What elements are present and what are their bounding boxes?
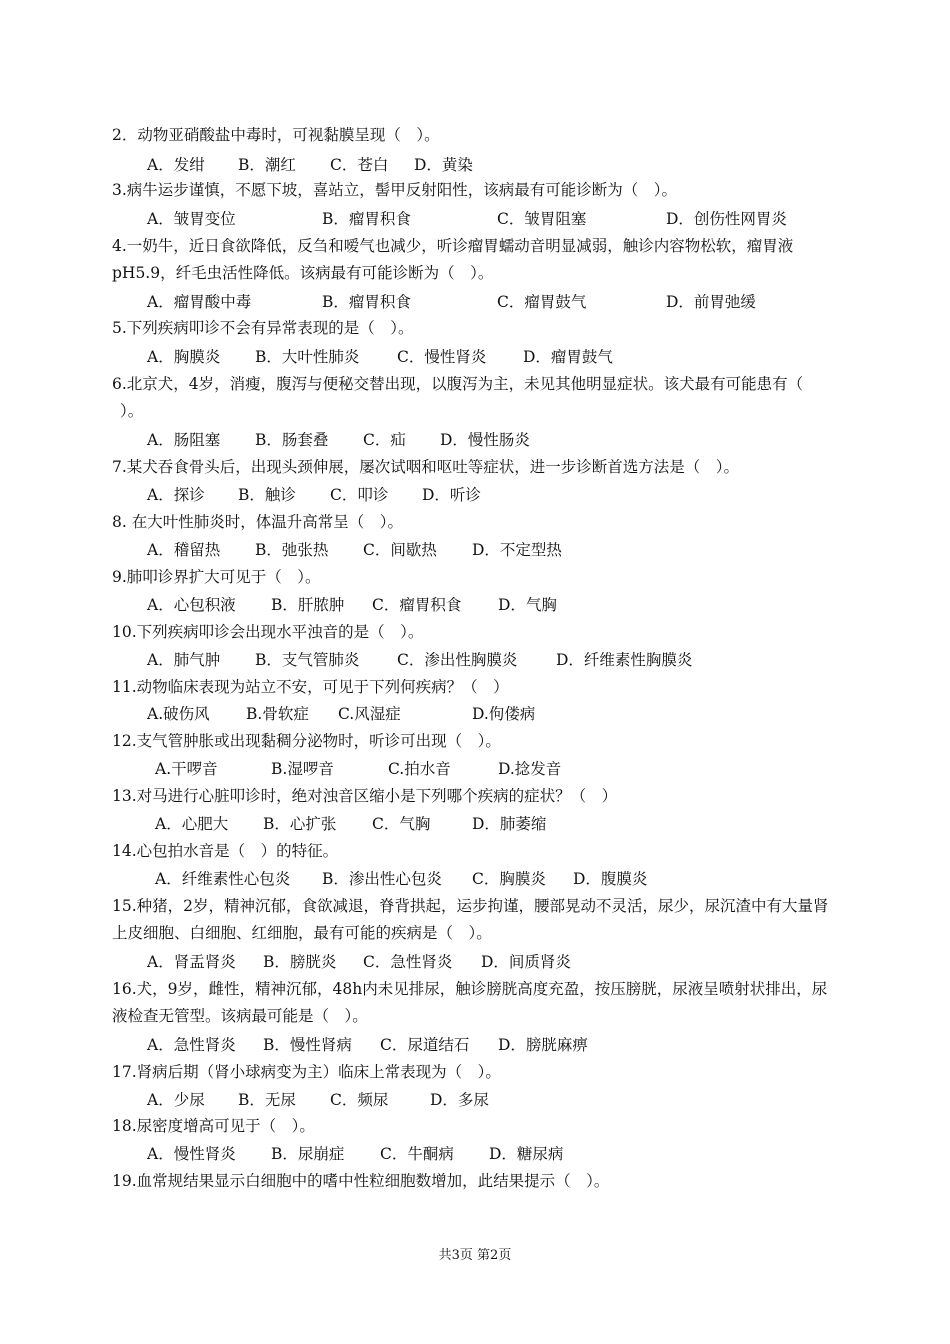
question-text: 12.支气管肿胀或出现黏稠分泌物时，听诊可出现（ ）。 xyxy=(112,732,501,750)
answer-option: C．叩诊 xyxy=(330,486,389,504)
question-text: 4.一奶牛，近日食欲降低，反刍和嗳气也减少，听诊瘤胃蠕动音明显减弱，触诊内容物松软，瘤胃液 xyxy=(112,237,794,255)
answer-option: A．心肥大 xyxy=(155,815,229,833)
answer-option: C．疝 xyxy=(363,431,406,449)
answer-option: D．瘤胃鼓气 xyxy=(523,348,613,366)
question-text: 6.北京犬，4岁，消瘦，腹泻与便秘交替出现，以腹泻为主，未见其他明显症状。该犬最有可能患有（ xyxy=(112,375,804,393)
answer-option: A．急性肾炎 xyxy=(147,1036,236,1054)
question-text: 19.血常规结果显示白细胞中的嗜中性粒细胞数增加，此结果提示（ ）。 xyxy=(112,1172,610,1190)
answer-option: C．尿道结石 xyxy=(380,1036,470,1054)
answer-option: C．急性肾炎 xyxy=(363,953,453,971)
question-text: 5.下列疾病叩诊不会有异常表现的是（ ）。 xyxy=(112,319,414,337)
answer-option: A.破伤风 xyxy=(147,705,210,723)
answer-option: B．慢性肾病 xyxy=(263,1036,352,1054)
answer-option: A．稽留热 xyxy=(147,541,221,559)
answer-option: C．皱胃阻塞 xyxy=(497,210,587,228)
question-text: 14.心包拍水音是（ ）的特征。 xyxy=(112,842,339,860)
answer-option: C．牛酮病 xyxy=(380,1145,454,1163)
question-text: pH5.9，纤毛虫活性降低。该病最有可能诊断为（ ）。 xyxy=(112,264,494,282)
question-text: 10.下列疾病叩诊会出现水平浊音的是（ ）。 xyxy=(112,623,424,641)
question-text: 7.某犬吞食骨头后，出现头颈伸展，屡次试咽和呕吐等症状，进一步诊断首选方法是（ ）。 xyxy=(112,458,740,476)
answer-option: A．肺气肿 xyxy=(147,651,221,669)
answer-option: D．不定型热 xyxy=(472,541,562,559)
answer-option: D．慢性肠炎 xyxy=(440,431,530,449)
answer-option: A．肾盂肾炎 xyxy=(147,953,236,971)
answer-option: B．肠套叠 xyxy=(255,431,329,449)
answer-option: D．腹膜炎 xyxy=(573,870,648,888)
question-text: 11.动物临床表现为站立不安，可见于下列何疾病？（ ） xyxy=(112,678,509,696)
question-text: 18.尿密度增高可见于（ ）。 xyxy=(112,1117,315,1135)
answer-option: D．气胸 xyxy=(498,596,557,614)
answer-option: D．糖尿病 xyxy=(489,1145,564,1163)
answer-option: A．慢性肾炎 xyxy=(147,1145,236,1163)
answer-option: A．胸膜炎 xyxy=(147,348,221,366)
answer-option: C.拍水音 xyxy=(388,760,451,778)
question-text: 15.种猪，2岁，精神沉郁，食欲减退，脊背拱起，运步拘谨，腰部晃动不灵活，尿少，尿沉渣中有大量肾 xyxy=(112,897,829,915)
answer-option: C．瘤胃鼓气 xyxy=(497,293,587,311)
answer-option: B．弛张热 xyxy=(255,541,329,559)
answer-option: D．肺萎缩 xyxy=(472,815,547,833)
answer-option: D．听诊 xyxy=(422,486,481,504)
answer-option: D.捻发音 xyxy=(498,760,562,778)
question-text: 液检查无管型。该病最可能是（ ）。 xyxy=(112,1007,368,1025)
question-text: 9.肺叩诊界扩大可见于（ ）。 xyxy=(112,568,321,586)
answer-option: D．多尿 xyxy=(430,1091,489,1109)
answer-option: B．尿崩症 xyxy=(271,1145,345,1163)
answer-option: C．苍白 xyxy=(330,156,389,174)
answer-option: A．少尿 xyxy=(147,1091,205,1109)
question-text: 上皮细胞、白细胞、红细胞，最有可能的疾病是（ ）。 xyxy=(112,924,492,942)
answer-option: C．慢性肾炎 xyxy=(397,348,487,366)
question-text: 16.犬，9岁，雌性，精神沉郁，48h内未见排尿，触诊膀胱高度充盈，按压膀胱，尿液呈喷射状排出，尿 xyxy=(112,980,828,998)
answer-option: B．潮红 xyxy=(238,156,296,174)
page-footer: 共3页 第2页 xyxy=(438,1248,512,1263)
answer-option: B.湿啰音 xyxy=(271,760,334,778)
answer-option: B．大叶性肺炎 xyxy=(255,348,360,366)
answer-option: D．黄染 xyxy=(414,156,473,174)
answer-option: C．渗出性胸膜炎 xyxy=(397,651,518,669)
answer-option: A．肠阻塞 xyxy=(147,431,221,449)
answer-option: C．频尿 xyxy=(330,1091,389,1109)
answer-option: B．触诊 xyxy=(238,486,296,504)
answer-option: B．瘤胃积食 xyxy=(322,210,411,228)
question-text: 13.对马进行心脏叩诊时，绝对浊音区缩小是下列哪个疾病的症状？（ ） xyxy=(112,787,618,805)
question-text: ）。 xyxy=(120,402,144,420)
question-text: 2．动物亚硝酸盐中毒时，可视黏膜呈现（ ）。 xyxy=(112,126,440,144)
answer-option: A．瘤胃酸中毒 xyxy=(147,293,252,311)
answer-option: B．膀胱炎 xyxy=(263,953,337,971)
answer-option: C．瘤胃积食 xyxy=(372,596,462,614)
answer-option: D．膀胱麻痹 xyxy=(498,1036,588,1054)
answer-option: B．支气管肺炎 xyxy=(255,651,360,669)
answer-option: D.佝偻病 xyxy=(472,705,536,723)
answer-option: C．胸膜炎 xyxy=(472,870,546,888)
answer-option: D．间质肾炎 xyxy=(481,953,571,971)
answer-option: D．纤维素性胸膜炎 xyxy=(556,651,693,669)
question-text: 8. 在大叶性肺炎时，体温升高常呈（ ）。 xyxy=(112,513,403,531)
question-text: 17.肾病后期（肾小球病变为主）临床上常表现为（ ）。 xyxy=(112,1063,501,1081)
answer-option: B．渗出性心包炎 xyxy=(322,870,442,888)
answer-option: A.干啰音 xyxy=(155,760,218,778)
answer-option: A．皱胃变位 xyxy=(147,210,236,228)
answer-option: A．发绀 xyxy=(147,156,205,174)
answer-option: D．前胃弛缓 xyxy=(666,293,756,311)
answer-option: A．心包积液 xyxy=(147,596,236,614)
answer-option: B．无尿 xyxy=(238,1091,296,1109)
answer-option: B.骨软症 xyxy=(246,705,309,723)
answer-option: B．肝脓肿 xyxy=(271,596,345,614)
answer-option: C．气胸 xyxy=(372,815,431,833)
answer-option: A．探诊 xyxy=(147,486,205,504)
answer-option: C．间歇热 xyxy=(363,541,437,559)
answer-option: A．纤维素性心包炎 xyxy=(155,870,291,888)
answer-option: C.风湿症 xyxy=(338,705,401,723)
question-text: 3.病牛运步谨慎，不愿下坡，喜站立，髻甲反射阳性，该病最有可能诊断为（ ）。 xyxy=(112,181,678,199)
answer-option: B．心扩张 xyxy=(263,815,337,833)
answer-option: B．瘤胃积食 xyxy=(322,293,411,311)
answer-option: D．创伤性网胃炎 xyxy=(666,210,787,228)
